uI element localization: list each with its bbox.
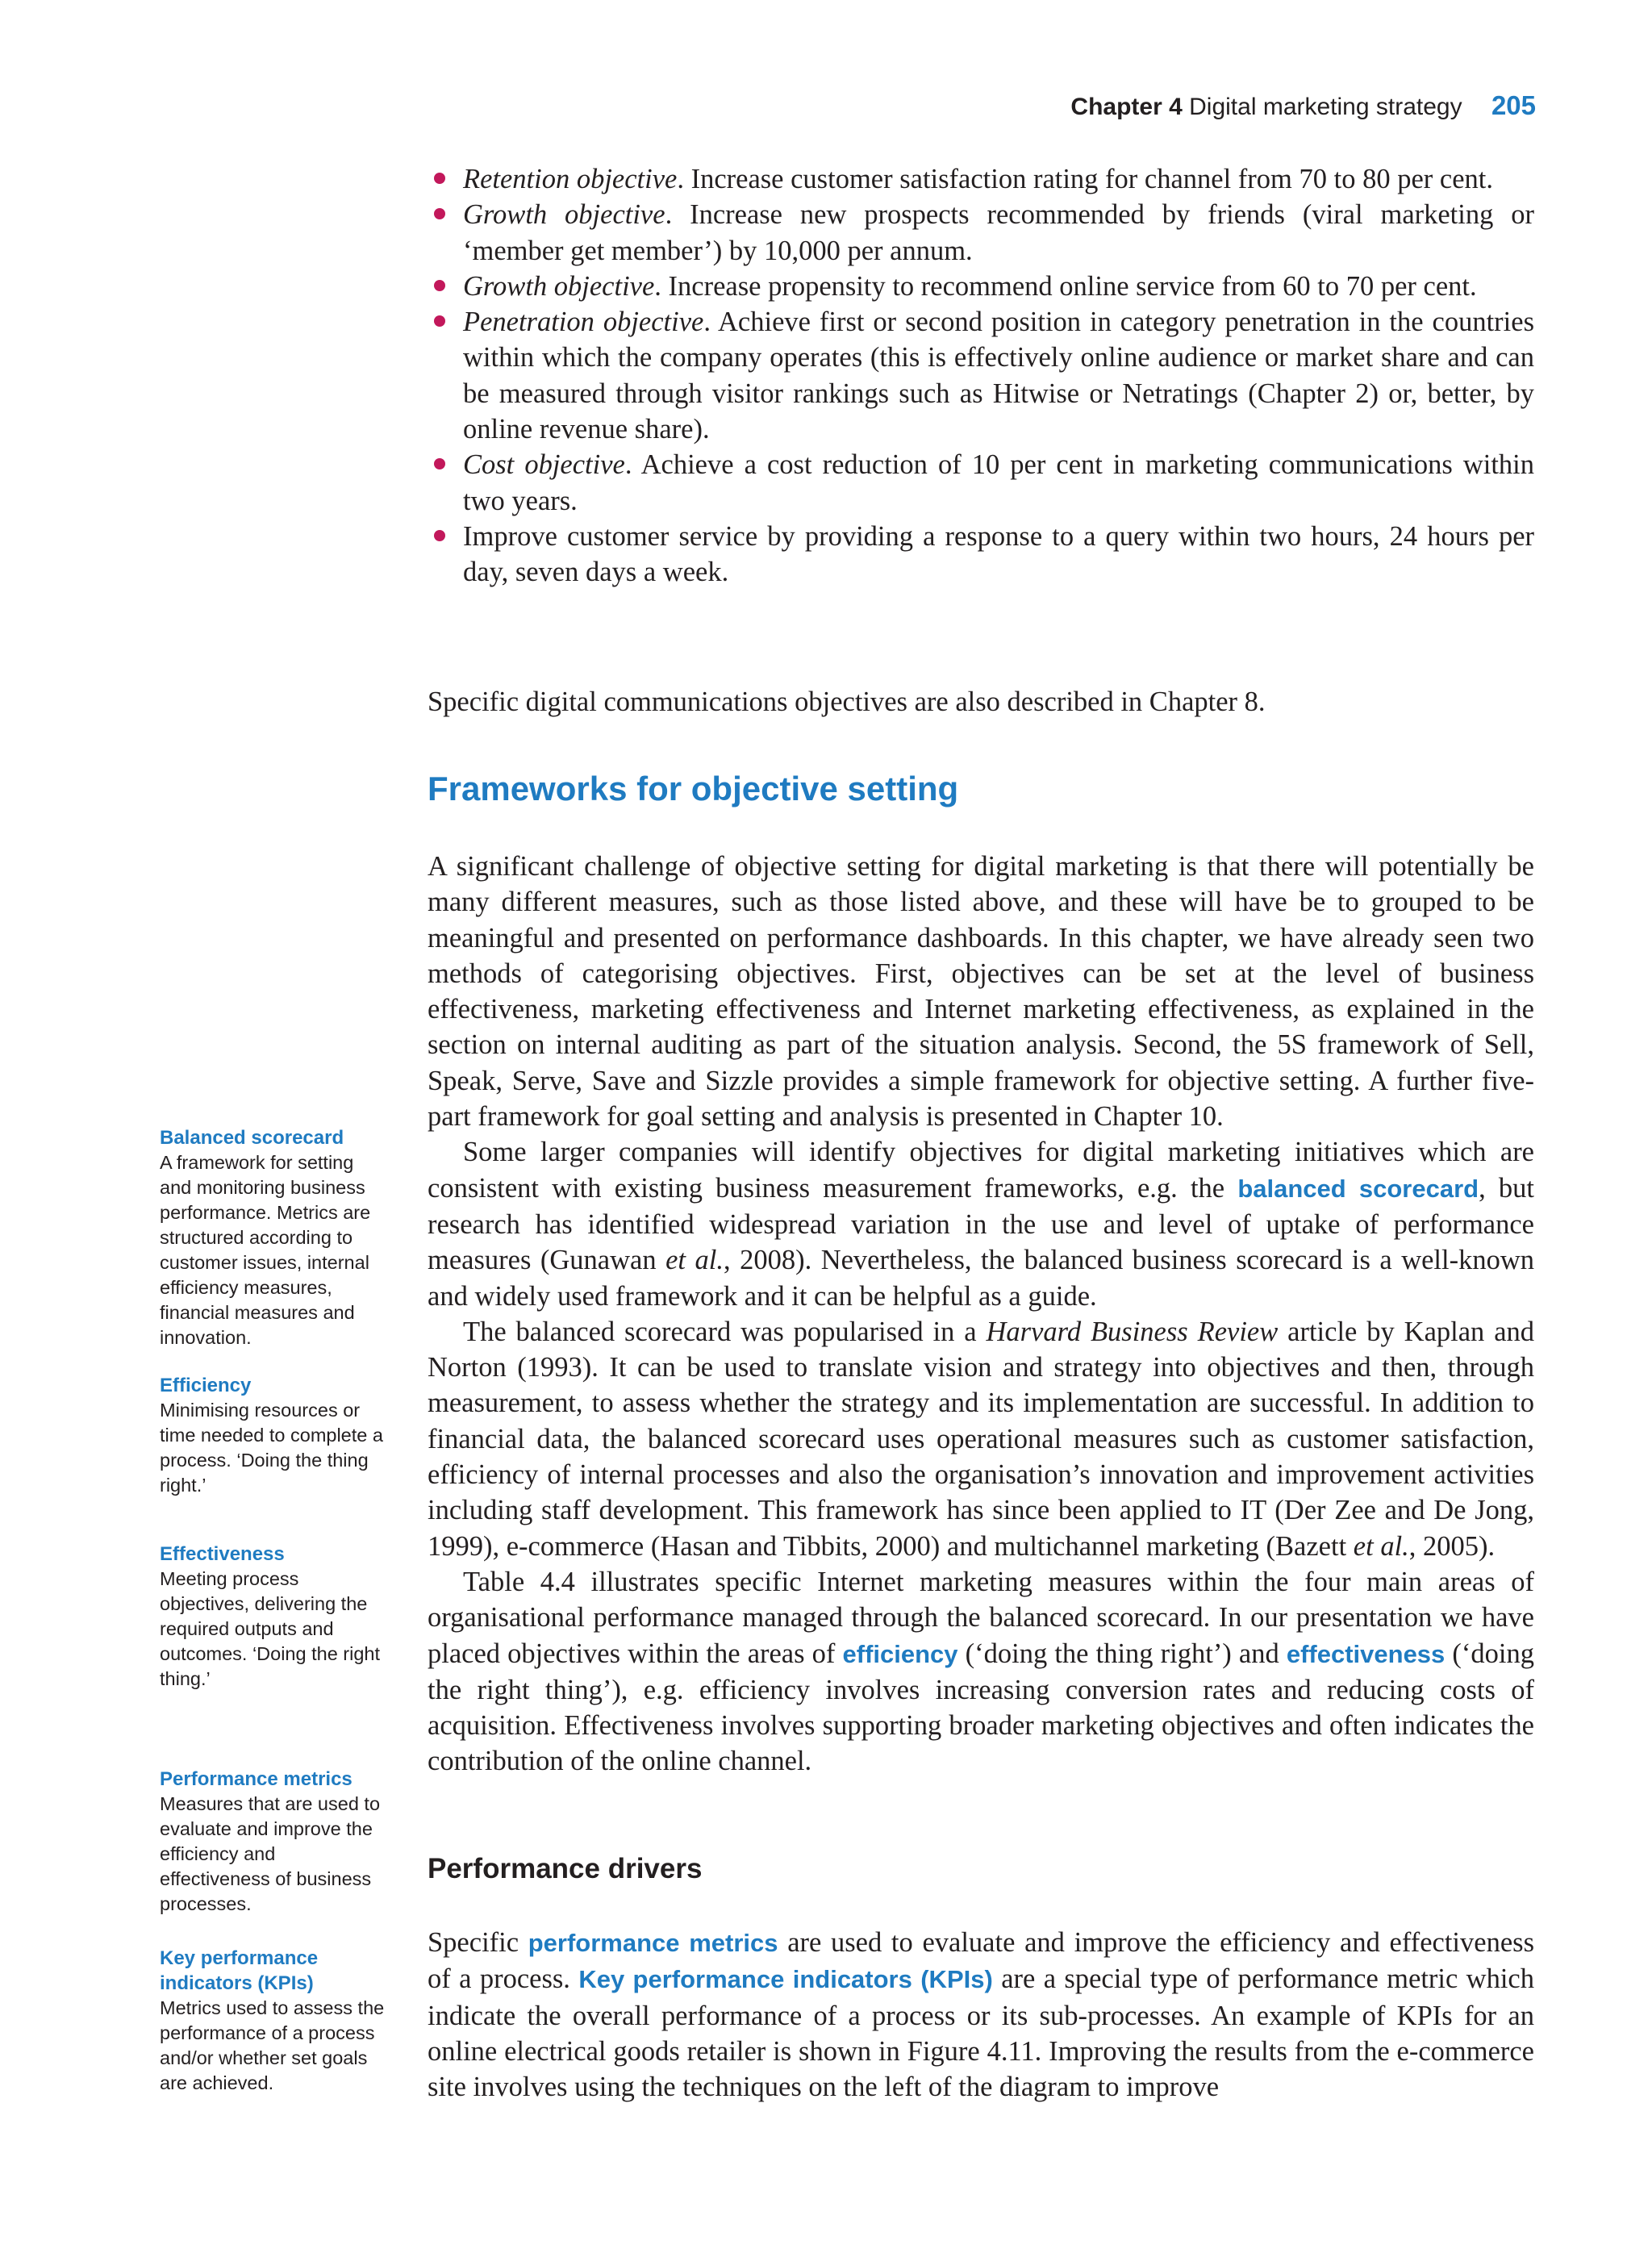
text-run: et al. [1353,1530,1409,1562]
objective-label: Growth objective [463,270,655,302]
text-run: are a special type of performance metric which indicate the overall performance of a process or its sub-processes. An example of KPIs for an online electrical goods retailer is shown in Figure 4.11. Improving the results from the e-commerce site involves using the techniques on the left of the diagram to improve [428,1963,1534,2103]
keyword-kpis: Key performance indicators (KPIs) [578,1965,993,1994]
glossary-definition: A framework for setting and monitoring business performance. Metrics are structured according to customer issues, internal efficiency measures, financial measures and innovation. [160,1152,371,1348]
paragraph-3 [428,1314,1534,1564]
keyword-effectiveness: effectiveness [1286,1639,1446,1668]
list-item [428,161,1534,197]
objective-label: Growth objective [463,199,665,231]
section-body [428,849,1534,1780]
text-run: Specific [428,1927,528,1958]
text-run: , but research has identified widespread variation in the use and level of uptake of performance measures (Gunawan [428,1172,1535,1276]
paragraph-5 [428,1925,1534,2105]
paragraph-1: A significant challenge of objective setting for digital marketing is that there will potentially be many different measures, such as those listed above, and these will have be to grouped to be meaningful and presented on performance dashboards. In this chapter, we have already seen two methods of categorising objectives. First, objectives can be set at the level of business effectiveness, marketing effectiveness and Internet marketing effectiveness, as explained in the section on internal auditing as part of the situation analysis. Second, the 5S framework of Sell, Speak, Serve, Save and Sizzle provides a simple framework for objective setting. A further five-part framework for goal setting and analysis is presented in Chapter 10. [428,851,1534,1133]
objective-label: Retention objective [463,164,678,194]
glossary-performance-metrics [160,1767,387,1917]
glossary-effectiveness [160,1542,387,1692]
text-run: Table 4.4 illustrates specific Internet marketing measures within the four main areas of organisational performance managed through the balanced scorecard. In our presentation we have placed objectives within the areas of [428,1566,1534,1669]
glossary-term: Key performance indicators (KPIs) [160,1947,319,1994]
keyword-balanced-scorecard: balanced scorecard [1237,1174,1479,1203]
objective-label: Penetration objective [463,307,704,338]
objectives-list [428,161,1534,590]
chapter-label: Chapter 4 [1070,94,1183,120]
list-item [428,519,1534,590]
text-run: Some larger companies will identify objectives for digital marketing initiatives which are consistent with existing business measurement frameworks, e.g. the [428,1137,1534,1204]
glossary-definition: Meeting process objectives, delivering the required outputs and outcomes. ‘Doing the right thing.’ [160,1568,381,1689]
bullet-icon [434,530,445,541]
keyword-efficiency: efficiency [842,1639,958,1668]
text-run: The balanced scorecard was popularised in a [463,1316,987,1347]
paragraph-4 [428,1564,1534,1780]
list-item [428,304,1534,447]
glossary-balanced-scorecard [160,1125,387,1350]
glossary-definition: Minimising resources or time needed to complete a process. ‘Doing the thing right.’ [160,1400,383,1496]
running-header [1070,90,1536,121]
text-run: (‘doing the thing right’) and [957,1638,1287,1669]
glossary-term: Efficiency [160,1375,252,1396]
objective-text: . Increase propensity to recommend online service from 60 to 70 per cent. [654,270,1477,302]
comms-objectives-note: Specific digital communications objectives are also described in Chapter 8. [428,686,1266,717]
text-run: (‘doing the right thing’), e.g. efficiency involves increasing conversion rates and reducing costs of acquisition. Effectiveness involves supporting broader marketing objectives and often indicates the contribution of the online channel. [428,1638,1534,1777]
objective-text: . Increase new prospects recommended by friends (viral marketing or ‘member get member’) by 10,000 per annum. [463,199,1534,266]
glossary-term: Balanced scorecard [160,1127,344,1149]
objective-text: . Increase customer satisfaction rating for channel from 70 to 80 per cent. [677,164,1493,194]
paragraph-2 [428,1134,1534,1313]
section-heading: Frameworks for objective setting [428,770,959,807]
bullet-icon [434,458,445,469]
objective-text: Improve customer service by providing a response to a query within two hours, 24 hours per day, seven days a week. [463,520,1534,588]
list-item [428,269,1534,304]
list-item [428,197,1534,269]
text-run: are used to evaluate and improve the efficiency and effectiveness of a process. [428,1927,1534,1995]
text-run: , 2005). [1408,1530,1496,1562]
page-number: 205 [1491,90,1536,120]
journal-title: Harvard Business Review [986,1316,1279,1347]
glossary-definition: Metrics used to assess the performance of a process and/or whether set goals are achieved. [160,1997,385,2093]
glossary-kpis [160,1946,387,2096]
glossary-definition: Measures that are used to evaluate and improve the efficiency and effectiveness of business processes. [160,1793,381,1914]
chapter-title: Digital marketing strategy [1189,94,1462,120]
objective-text: . Achieve a cost reduction of 10 per cent in marketing communications within two years. [463,449,1535,516]
bullet-icon [434,208,445,219]
objective-text: . Achieve first or second position in category penetration in the countries within which the company operates (this is effectively online audience or market share and can be measured through visitor rankings such as Hitwise or Netratings (Chapter 2) or, better, by online revenue share). [463,307,1534,445]
bullet-icon [434,280,445,291]
performance-drivers-body [428,1925,1534,2105]
text-run: article by Kaplan and Norton (1993). It can be used to translate vision and strategy into objectives and then, through measurement, to assess whether the strategy and its implementation are successful. In addition to financial data, the balanced scorecard uses operational measures such as customer satisfaction, efficiency of internal processes and also the organisation’s innovation and improvement activities including staff development. This framework has since been applied to IT (Der Zee and De Jong, 1999), e-commerce (Hasan and Tibbits, 2000) and multichannel marketing (Bazett [428,1316,1535,1562]
objective-label: Cost objective [463,449,625,481]
glossary-efficiency [160,1373,387,1498]
bullet-icon [434,173,445,184]
text-run: et al. [665,1245,724,1276]
bullet-icon [434,315,445,327]
subheading: Performance drivers [428,1853,703,1884]
list-item [428,447,1534,519]
glossary-term: Effectiveness [160,1543,285,1565]
glossary-term: Performance metrics [160,1768,353,1790]
keyword-performance-metrics: performance metrics [528,1929,778,1957]
text-run: , 2008). Nevertheless, the balanced business scorecard is a well-known and widely used framework and it can be helpful as a guide. [428,1245,1535,1312]
